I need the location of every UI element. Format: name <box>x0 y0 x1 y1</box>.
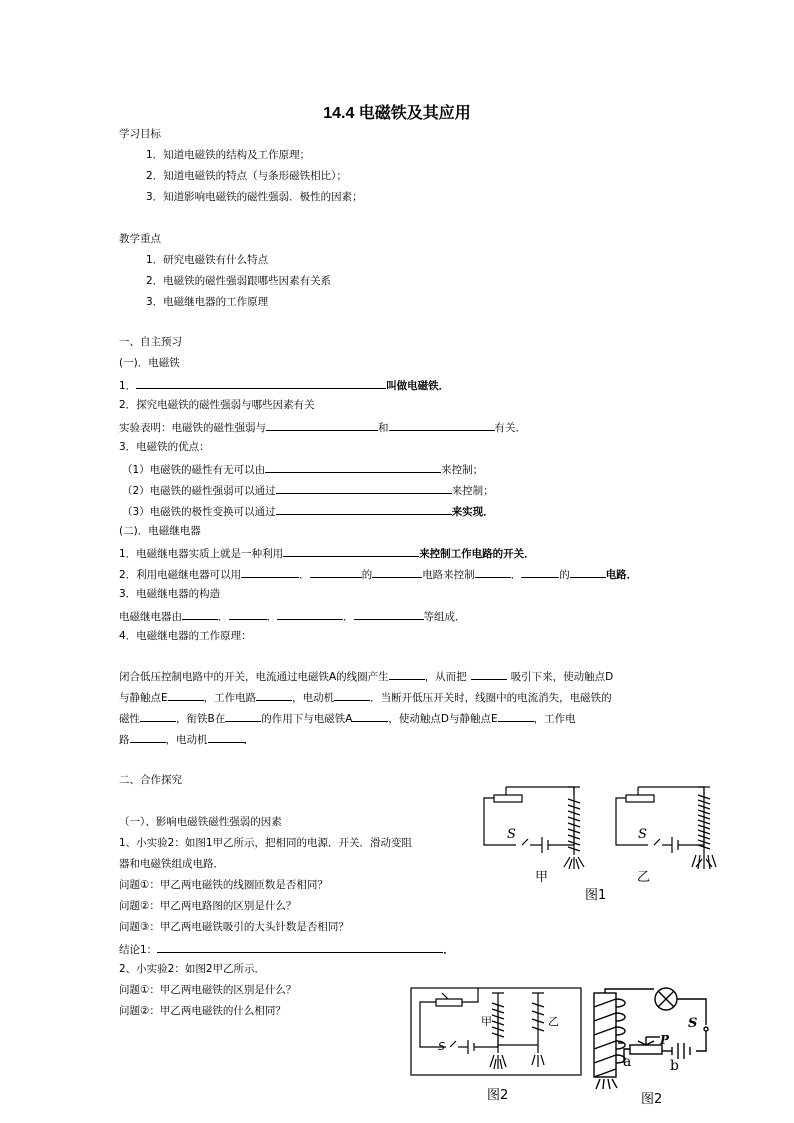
blank-field[interactable] <box>140 711 176 722</box>
blank-field[interactable] <box>229 609 267 620</box>
blank-field[interactable] <box>225 711 261 722</box>
blank-field[interactable] <box>130 732 166 743</box>
figure-2b-caption: 图2 <box>641 1092 663 1107</box>
adv2-suffix: 来控制； <box>451 485 494 497</box>
blank-field[interactable] <box>256 690 292 701</box>
focus-item: 2．电磁铁的磁性强弱跟哪些因素有关系 <box>146 275 332 287</box>
blank-field[interactable] <box>182 609 218 620</box>
adv3-suffix: 来实现． <box>451 506 494 518</box>
section-heading: 一、自主预习 <box>119 336 182 348</box>
q2-prefix: 实验表明：电磁铁的磁性强弱与 <box>119 422 266 434</box>
advantage-1 <box>122 462 483 477</box>
terminal-label-a: a <box>623 1054 632 1070</box>
slider-label: P <box>660 1033 670 1047</box>
principle-line-3 <box>119 711 576 726</box>
experiment-2: 2、小实验2：如图2甲乙所示． <box>119 963 266 975</box>
figure-label-jia: 甲 <box>535 870 549 885</box>
switch-label: S <box>438 1040 445 1053</box>
section-heading: 二、合作探究 <box>119 774 182 786</box>
r3-suffix: 等组成． <box>423 611 466 623</box>
principle-text: ，从而把 <box>424 671 467 683</box>
principle-text: 的作用下与电磁铁A <box>261 713 353 725</box>
figure-label-jia: 甲 <box>481 1015 492 1028</box>
principle-text: 闭合低压控制电路中的开关，电流通过电磁铁A的线圈产生 <box>119 671 389 683</box>
blank-field[interactable] <box>277 609 343 620</box>
blank-field[interactable] <box>168 690 204 701</box>
conclusion-1 <box>119 942 454 957</box>
blank-field[interactable] <box>352 711 388 722</box>
adv3-prefix: （3）电磁铁的极性变换可以通过 <box>122 506 276 518</box>
principle-text: ． <box>243 734 254 746</box>
goals-heading: 学习目标 <box>119 128 161 140</box>
question: 问题②：甲乙两电磁铁的什么相同？ <box>119 1005 286 1017</box>
relay-q2 <box>119 567 637 582</box>
blank-field[interactable] <box>334 690 370 701</box>
principle-line-2 <box>119 690 612 705</box>
principle-text: 与静触点E <box>119 692 168 704</box>
q1-prefix: 1． <box>119 380 137 392</box>
blank-field[interactable] <box>310 567 362 578</box>
blank-field[interactable] <box>276 504 452 515</box>
r3-sep: ． <box>218 611 229 623</box>
r3-sep: ． <box>343 611 354 623</box>
switch-label: S <box>638 827 647 842</box>
r3-prefix: 电磁继电器由 <box>119 611 182 623</box>
r1-suffix: 来控制工作电路的开关． <box>419 548 535 560</box>
subsection-heading: (一)．电磁铁 <box>119 357 180 369</box>
r2-c: 的 <box>361 569 373 581</box>
blank-field[interactable] <box>372 567 422 578</box>
blank-field[interactable] <box>266 420 378 431</box>
subsection-heading: (二)．电磁继电器 <box>119 525 201 537</box>
blank-field[interactable] <box>471 669 507 680</box>
preview-q1 <box>119 378 449 393</box>
conclusion-label: 结论1： <box>119 944 158 956</box>
figure-2a-diagram <box>408 985 588 1080</box>
figure-2b-diagram <box>588 985 718 1090</box>
preview-q2: 2．探究电磁铁的磁性强弱与哪些因素有关 <box>119 399 315 411</box>
focus-item: 1．研究电磁铁有什么特点 <box>146 254 269 266</box>
focus-heading: 教学重点 <box>119 233 161 245</box>
goal-item: 3．知道影响电磁铁的磁性强弱．极性的因素； <box>146 191 363 203</box>
r3-sep: ． <box>266 611 277 623</box>
goal-item: 1．知道电磁铁的结构及工作原理； <box>146 149 311 161</box>
q2-mid: 和 <box>378 422 389 434</box>
r2-f: 的 <box>559 569 570 581</box>
relay-q3: 3．电磁继电器的构造 <box>119 588 221 600</box>
principle-text: 磁性 <box>119 713 140 725</box>
principle-text: ，电动机 <box>292 692 335 704</box>
relay-q4: 4．电磁继电器的工作原理： <box>119 630 252 642</box>
experiment-1-cont: 器和电磁铁组成电路． <box>119 858 224 870</box>
blank-field[interactable] <box>265 462 441 473</box>
r2-e: ． <box>510 569 522 581</box>
page-title: 14.4 电磁铁及其应用 <box>323 105 471 122</box>
question: 问题③：甲乙两电磁铁吸引的大头针数是否相同？ <box>119 921 349 933</box>
blank-field[interactable] <box>276 483 452 494</box>
figure-label-yi: 乙 <box>548 1015 559 1028</box>
adv1-prefix: （1）电磁铁的磁性有无可以由 <box>122 464 266 476</box>
blank-field[interactable] <box>498 711 534 722</box>
goal-item: 2．知道电磁铁的特点（与条形磁铁相比）； <box>146 170 347 182</box>
q2-suffix: 有关． <box>494 422 526 434</box>
blank-field[interactable] <box>157 942 443 953</box>
principle-text: ，工作电路 <box>203 692 257 704</box>
blank-field[interactable] <box>136 378 386 389</box>
relay-q1 <box>119 546 535 561</box>
figure-label-yi: 乙 <box>637 870 651 885</box>
relay-structure <box>119 609 466 624</box>
question: 问题①：甲乙两电磁铁的线圈匝数是否相同？ <box>119 879 328 891</box>
r2-d: 电路来控制 <box>422 569 475 581</box>
r1-prefix: 1．电磁继电器实质上就是一种利用 <box>119 548 284 560</box>
principle-line-4 <box>119 732 254 747</box>
preview-q3: 3．电磁铁的优点： <box>119 441 210 453</box>
question: 问题①：甲乙两电磁铁的区别是什么？ <box>119 984 297 996</box>
principle-text: 路 <box>119 734 130 746</box>
blank-field[interactable] <box>475 567 511 578</box>
blank-field[interactable] <box>208 732 244 743</box>
adv2-prefix: （2）电磁铁的磁性强弱可以通过 <box>122 485 276 497</box>
q1-suffix: 叫做电磁铁． <box>386 380 450 392</box>
switch-label: S <box>507 827 516 842</box>
blank-field[interactable] <box>241 567 299 578</box>
principle-line-1 <box>119 669 613 684</box>
r2-g: 电路． <box>605 569 638 581</box>
blank-field[interactable] <box>389 420 495 431</box>
advantage-3 <box>122 504 494 519</box>
conclusion-suffix: ． <box>443 944 454 956</box>
blank-field[interactable] <box>389 669 425 680</box>
r2-a: 2．利用电磁继电器可以用 <box>119 569 242 581</box>
figure-2a-caption: 图2 <box>487 1088 509 1103</box>
switch-label: S <box>688 1016 698 1031</box>
adv1-suffix: 来控制； <box>441 464 484 476</box>
principle-text: ，电动机 <box>165 734 208 746</box>
experiment-1: 1、小实验2：如图1甲乙所示，把相同的电源．开关．滑动变阻 <box>119 837 413 849</box>
principle-text: 吸引下来，使动触点D <box>510 671 614 683</box>
advantage-2 <box>122 483 494 498</box>
focus-item: 3．电磁继电器的工作原理 <box>146 296 269 308</box>
principle-text: ，衔铁B在 <box>176 713 226 725</box>
terminal-label-b: b <box>670 1058 679 1074</box>
r2-b: ． <box>299 569 310 581</box>
question: 问题②：甲乙两电路图的区别是什么？ <box>119 900 297 912</box>
subsection-heading: （一）、影响电磁铁磁性强弱的因素 <box>119 816 282 828</box>
figure-1-caption: 图1 <box>585 888 607 903</box>
preview-q2-line <box>119 420 526 435</box>
principle-text: ，工作电 <box>533 713 576 725</box>
blank-field[interactable] <box>570 567 606 578</box>
blank-field[interactable] <box>521 567 559 578</box>
principle-text: ．当断开低压开关时，线圈中的电流消失，电磁铁的 <box>370 692 612 704</box>
blank-field[interactable] <box>354 609 424 620</box>
principle-text: ，使动触点D与静触点E <box>388 713 498 725</box>
blank-field[interactable] <box>283 546 419 557</box>
